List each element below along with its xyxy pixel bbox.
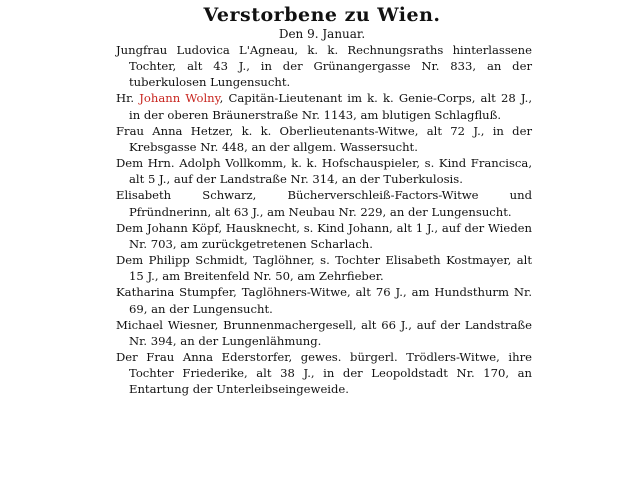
death-notice-entry bbox=[116, 349, 532, 397]
entry-text: Michael Wiesner, Brunnenmachergesell, alt 66 J., auf der Landstraße Nr. 394, an der Lungenlähmung. bbox=[116, 317, 532, 348]
entry-text: Dem Johann Köpf, Hausknecht, s. Kind Johann, alt 1 J., auf der Wieden Nr. 703, am zurückgetretenen Scharlach. bbox=[116, 220, 532, 251]
death-notice-entry bbox=[116, 42, 532, 90]
highlighted-name: Johann Wolny bbox=[139, 91, 220, 106]
section-heading: Verstorbene zu Wien. bbox=[203, 4, 441, 26]
entry-text: Frau Anna Hetzer, k. k. Oberlieutenants-Witwe, alt 72 J., in der Krebsgasse Nr. 448, an der allgem. Wassersucht. bbox=[116, 123, 532, 154]
date-line: Den 9. Januar. bbox=[278, 27, 366, 41]
entry-text: Jungfrau Ludovica L'Agneau, k. k. Rechnungsraths hinterlassene Tochter, alt 43 J., in der Grünangergasse Nr. 833, an der tuberkulosen Lungensucht. bbox=[116, 43, 532, 90]
entry-text: Katharina Stumpfer, Taglöhners-Witwe, alt 76 J., am Hundsthurm Nr. 69, an der Lungensucht. bbox=[116, 285, 532, 316]
death-notice-entry bbox=[116, 187, 532, 219]
death-notice-entry bbox=[116, 252, 532, 284]
entry-text: Dem Philipp Schmidt, Taglöhner, s. Tochter Elisabeth Kostmayer, alt 15 J., am Breitenfeld Nr. 50, am Zehrfieber. bbox=[116, 253, 532, 284]
death-notice-entry bbox=[116, 317, 532, 349]
death-notice-entry bbox=[116, 123, 532, 155]
entry-prefix: Hr. bbox=[116, 91, 140, 106]
entry-text: , Capitän-Lieutenant im k. k. Genie-Corps, alt 28 J., in der oberen Bräunerstraße Nr. 1143, am blutigen Schlagfluß. bbox=[129, 91, 533, 122]
entry-text: Elisabeth Schwarz, Bücherverschleiß-Factors-Witwe und Pfründnerinn, alt 63 J., am Neubau Nr. 229, an der Lungensucht. bbox=[116, 188, 532, 219]
death-notice-list bbox=[116, 42, 532, 397]
death-notice-entry bbox=[116, 220, 532, 252]
entry-text: Dem Hrn. Adolph Vollkomm, k. k. Hofschauspieler, s. Kind Francisca, alt 5 J., auf der Landstraße Nr. 314, an der Tuberkulosis. bbox=[116, 156, 532, 187]
entry-text: Der Frau Anna Ederstorfer, gewes. bürgerl. Trödlers-Witwe, ihre Tochter Friederike, alt 38 J., in der Leopoldstadt Nr. 170, an Entartung der Unterleibseingeweide. bbox=[116, 349, 532, 397]
death-notice-entry bbox=[116, 284, 532, 316]
death-notice-entry bbox=[116, 155, 532, 187]
death-notice-entry bbox=[116, 90, 532, 122]
